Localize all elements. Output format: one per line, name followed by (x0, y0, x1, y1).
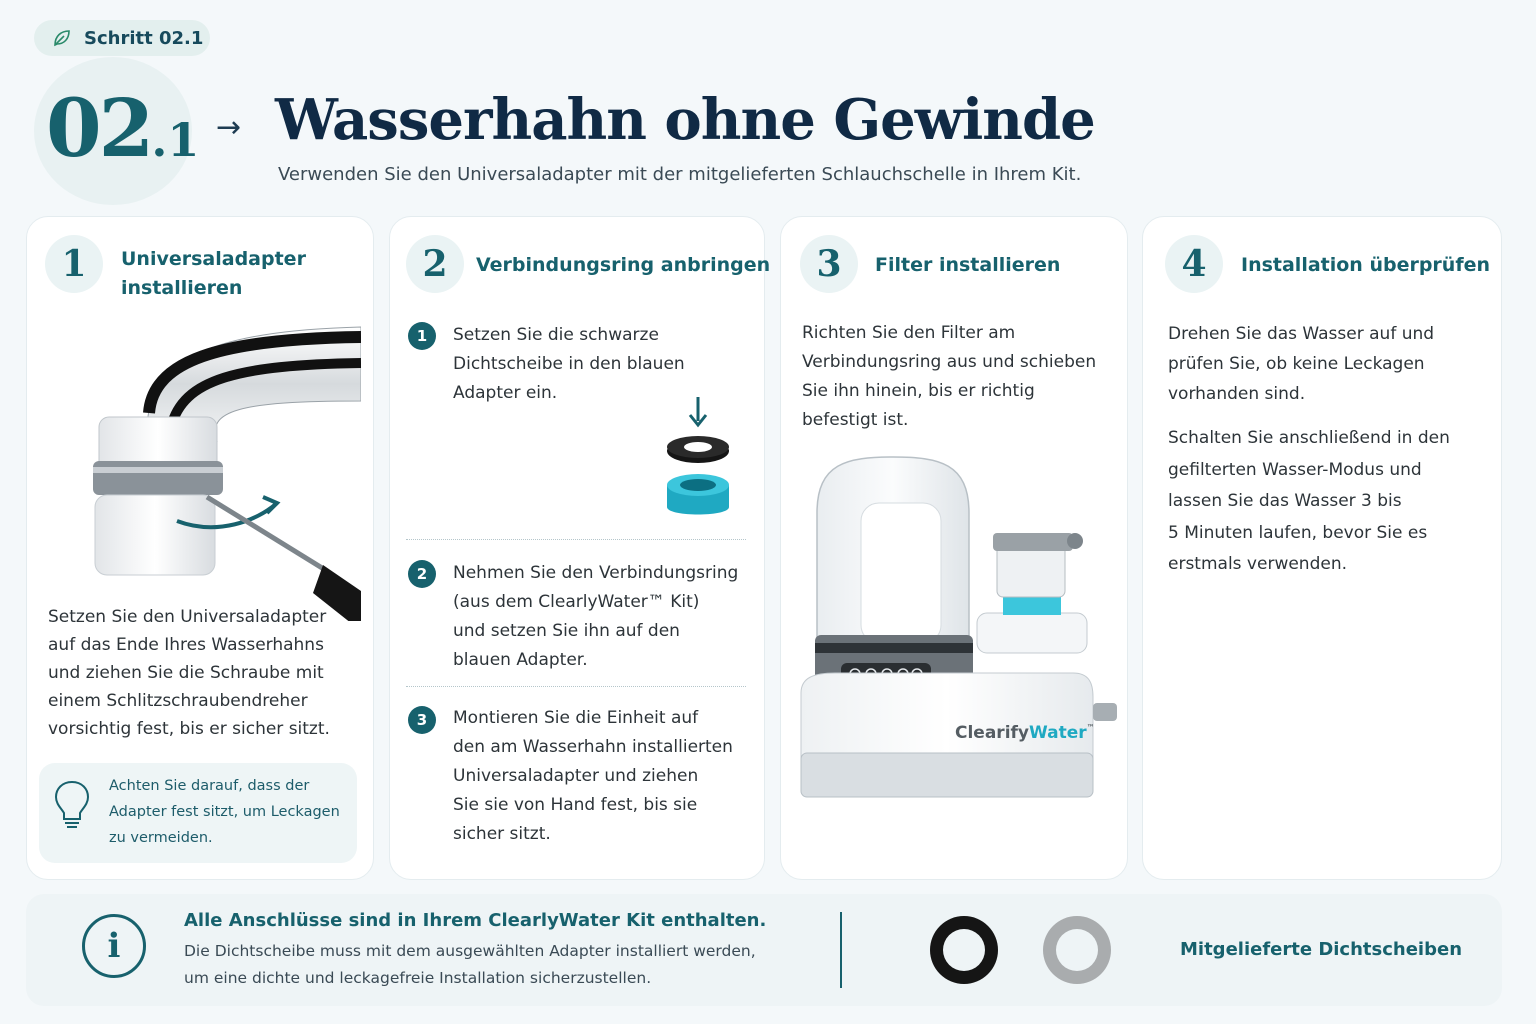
card-number: 3 (800, 235, 858, 293)
washers-label: Mitgelieferte Dichtscheiben (1180, 939, 1463, 960)
card-text: Setzen Sie den Universaladapter auf das Ende Ihres Wasserhahns und ziehen Sie die Schraube mit einem Schlitzschraubendreher vorsichtig fest, bis er sicher sitzt. (48, 607, 330, 739)
card-step-3 (780, 216, 1128, 880)
divider (840, 912, 842, 988)
substep-badge: 1 (408, 322, 436, 350)
card-text-secondary: Schalten Sie anschließend in den gefilterten Wasser-Modus und lassen Sie das Wasser 3 bis 5 Minuten laufen, bevor Sie es erstmals verwenden. (1168, 428, 1450, 574)
card-step-1 (26, 216, 374, 880)
brand-logo: ClearifyWater™ (955, 723, 1095, 743)
lightbulb-icon (53, 779, 91, 831)
leaf-icon (52, 28, 72, 48)
page-subtitle: Verwenden Sie den Universaladapter mit der mitgelieferten Schlauchschelle in Ihrem Kit. (278, 164, 1082, 185)
substep-badge: 3 (408, 706, 436, 734)
info-title: Alle Anschlüsse sind in Ihrem ClearlyWater Kit enthalten. (184, 910, 767, 931)
step-pill (34, 20, 210, 56)
card-step-4 (1142, 216, 1502, 880)
card-title: Installation überprüfen (1241, 254, 1491, 276)
info-banner (26, 894, 1502, 1006)
washer-stack-illustration (660, 395, 736, 523)
faucet-adapter-illustration (87, 321, 361, 621)
tip-box (39, 763, 357, 863)
info-text: Die Dichtscheibe muss mit dem ausgewählten Adapter installiert werden, um eine dichte und leckagefreie Installation sicherzustellen. (184, 942, 756, 987)
substep-text: Setzen Sie die schwarze Dichtscheibe in den blauen Adapter ein. (453, 325, 685, 403)
card-number: 1 (45, 235, 103, 293)
washers-icon (922, 914, 1122, 988)
water-filter-illustration (795, 453, 1125, 805)
substep-text: Nehmen Sie den Verbindungsring (aus dem ClearlyWater™ Kit) und setzen Sie ihn auf den blauen Adapter. (453, 563, 739, 670)
card-text: Richten Sie den Filter am Verbindungsring aus und schieben Sie ihn hinein, bis er richtig befestigt ist. (802, 323, 1097, 430)
card-title: Filter installieren (875, 254, 1061, 276)
step-number: 02.1 (46, 81, 200, 175)
card-number: 2 (406, 235, 464, 293)
tip-text: Achten Sie darauf, dass der Adapter fest sitzt, um Leckagen zu vermeiden. (109, 778, 340, 846)
arrow-right-icon: → (216, 110, 242, 145)
divider (406, 686, 746, 687)
info-icon: i (82, 914, 146, 978)
page-title: Wasserhahn ohne Gewinde (275, 87, 1095, 153)
step-pill-label: Schritt 02.1 (84, 27, 204, 49)
card-title: Verbindungsring anbringen (476, 254, 771, 276)
divider (406, 539, 746, 540)
card-number: 4 (1165, 235, 1223, 293)
card-step-2 (389, 216, 771, 880)
card-text: Drehen Sie das Wasser auf und prüfen Sie, ob keine Leckagen vorhanden sind. (1168, 324, 1435, 404)
substep-badge: 2 (408, 560, 436, 588)
substep-text: Montieren Sie die Einheit auf den am Wasserhahn installierten Universaladapter und ziehen Sie sie von Hand fest, bis sie sicher sitzt. (453, 708, 733, 844)
card-title: Universaladapter installieren (121, 248, 306, 299)
